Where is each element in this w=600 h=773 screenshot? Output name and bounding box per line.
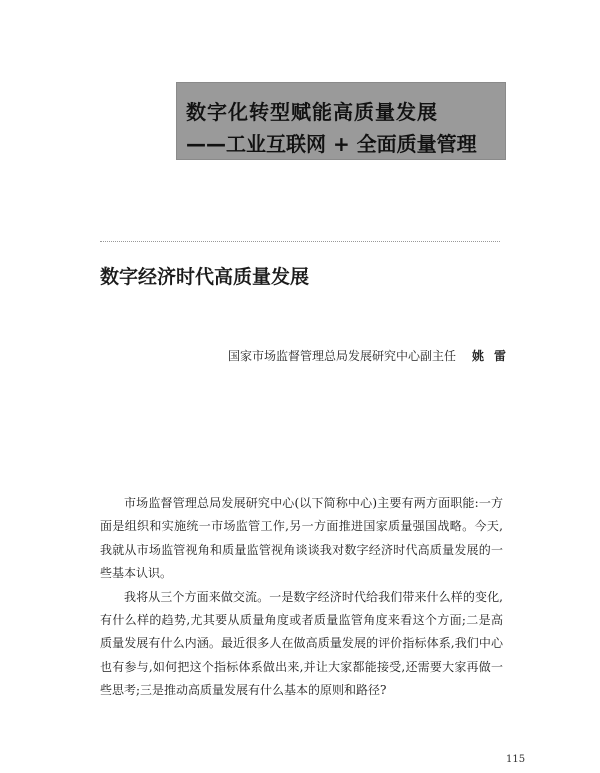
title-divider [100,241,500,242]
body-paragraph-1: 市场监督管理总局发展研究中心(以下简称中心)主要有两方面职能:一方面是组织和实施统一市场监管工作,另一方面推进国家质量强国战略。今天,我就从市场监管视角和质量监管视角谈谈我对数字经济时代高质量发展的一些基本认识。 [100,496,503,581]
byline [228,347,516,364]
byline-affiliation: 国家市场监督管理总局发展研究中心副主任 [228,349,457,363]
body-paragraph-2: 我将从三个方面来做交流。一是数字经济时代给我们带来什么样的变化,有什么样的趋势,尤其要从质量角度或者质量监管角度来看这个方面;二是高质量发展有什么内涵。最近很多人在做高质量发展的评价指标体系,我们中心也有参与,如何把这个指标体系做出来,并让大家都能接受,还需要大家再做一些思考;三是推动高质量发展有什么基本的原则和路径? [100,589,503,698]
article-title: 数字经济时代高质量发展 [100,266,310,288]
banner-title-line-2: ——工业互联网 + 全面质量管理 [186,132,477,156]
article-body [100,492,503,703]
banner-title-line-1: 数字化转型赋能高质量发展 [186,100,438,124]
byline-author: 姚雷 [472,349,517,363]
page-number: 115 [506,754,526,765]
